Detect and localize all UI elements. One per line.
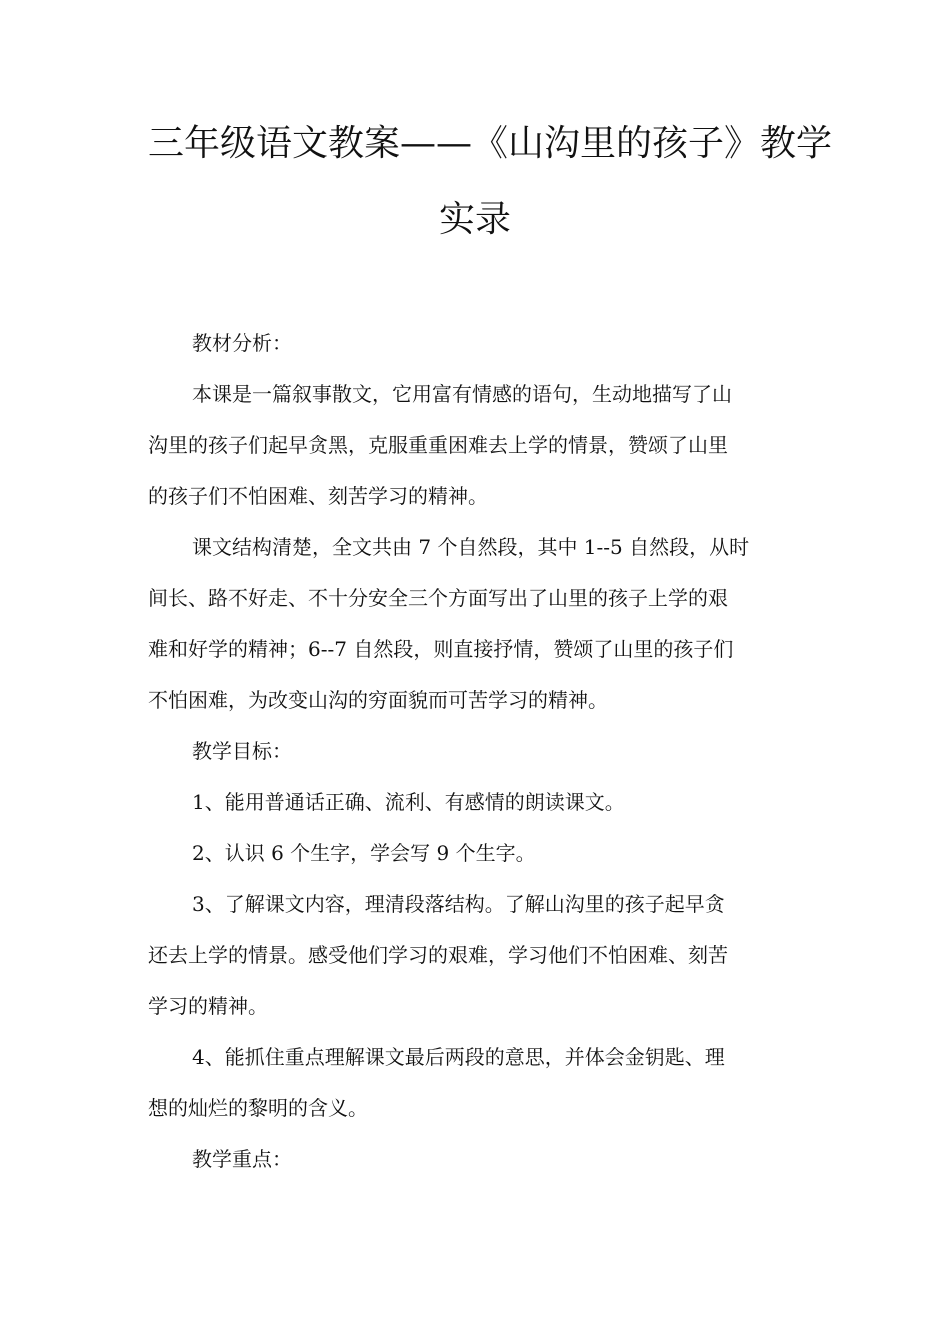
body-line: 课文结构清楚，全文共由 7 个自然段，其中 1--5 自然段，从时 [192,535,750,559]
body-line: 4、能抓住重点理解课文最后两段的意思，并体会金钥匙、理 [192,1045,725,1069]
body-line: 教学目标： [192,739,292,763]
body-line: 本课是一篇叙事散文，它用富有情感的语句，生动地描写了山 [192,382,732,406]
body-line: 教材分析： [192,331,292,355]
body-line: 2、认识 6 个生字，学会写 9 个生字。 [192,841,536,865]
document-title-line-2: 实录 [438,199,511,240]
document-body [148,318,802,1185]
body-line: 沟里的孩子们起早贪黑，克服重重困难去上学的情景，赞颂了山里 [148,433,728,457]
body-line: 还去上学的情景。感受他们学习的艰难，学习他们不怕困难、刻苦 [148,943,728,967]
body-line: 3、了解课文内容，理清段落结构。了解山沟里的孩子起早贪 [192,892,725,916]
body-line: 难和好学的精神；6--7 自然段，则直接抒情，赞颂了山里的孩子们 [148,637,734,661]
body-line: 间长、路不好走、不十分安全三个方面写出了山里的孩子上学的艰 [148,586,728,610]
document-title-line-1: 三年级语文教案——《山沟里的孩子》教学 [148,123,833,164]
body-line: 想的灿烂的黎明的含义。 [148,1096,368,1120]
body-line: 的孩子们不怕困难、刻苦学习的精神。 [148,484,488,508]
body-line: 学习的精神。 [148,994,268,1018]
body-line: 不怕困难，为改变山沟的穷面貌而可苦学习的精神。 [148,688,608,712]
body-line: 教学重点： [192,1147,292,1171]
body-line: 1、能用普通话正确、流利、有感情的朗读课文。 [192,790,625,814]
